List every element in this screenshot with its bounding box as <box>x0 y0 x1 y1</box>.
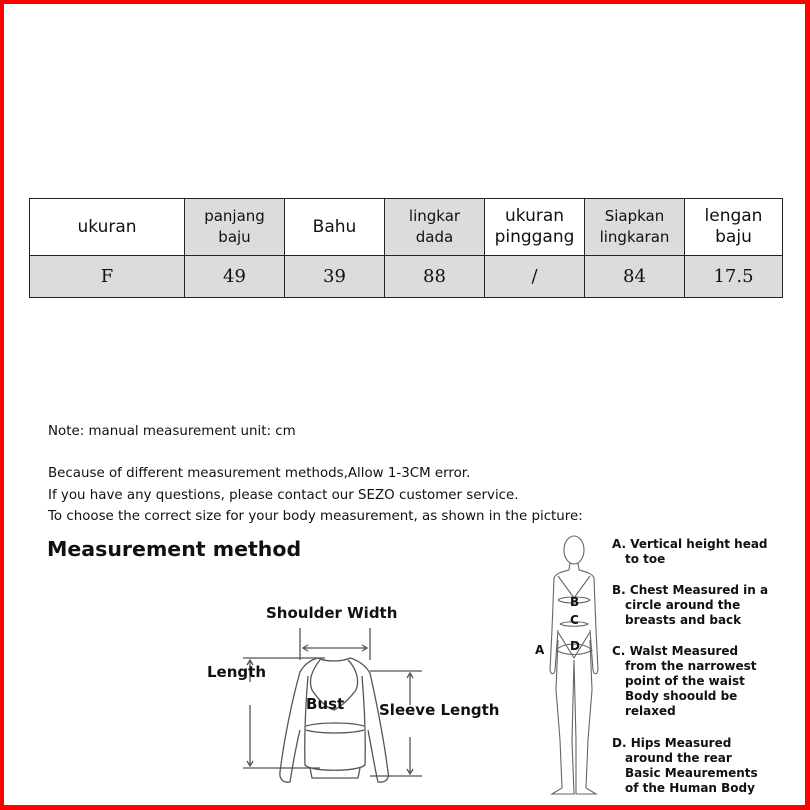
header-ukuran-pinggang: ukuran pinggang <box>485 199 585 256</box>
label-sleeve-length: Sleeve Length <box>379 701 500 719</box>
cell-lengan-baju: 17.5 <box>685 256 783 298</box>
legend-item-d: D. Hips Measured around the rear Basic Meaurements of the Human Body <box>612 736 758 795</box>
label-bust: Bust <box>306 695 345 713</box>
cell-size: F <box>30 256 185 298</box>
note-error: Because of different measurement methods,Allow 1-3CM error. <box>48 466 471 481</box>
size-table-row <box>30 256 783 298</box>
header-panjang-baju: panjang baju <box>185 199 285 256</box>
note-choose: To choose the correct size for your body measurement, as shown in the picture: <box>48 509 583 524</box>
header-ukuran: ukuran <box>30 199 185 256</box>
cell-lingkar-dada: 88 <box>385 256 485 298</box>
measurement-method-title: Measurement method <box>47 537 302 561</box>
legend-item-c: C. Walst Measured from the narrowest point of the waist Body shoould be relaxed <box>612 644 757 718</box>
cell-ukuran-pinggang: / <box>485 256 585 298</box>
header-lengan-baju: lengan baju <box>685 199 783 256</box>
size-table <box>29 198 783 298</box>
body-label-c: C <box>570 613 579 627</box>
legend-item-b: B. Chest Measured in a circle around the breasts and back <box>612 583 769 627</box>
cell-bahu: 39 <box>285 256 385 298</box>
header-lingkar-dada: lingkar dada <box>385 199 485 256</box>
body-label-a: A <box>535 643 545 657</box>
body-label-b: B <box>570 595 580 609</box>
body-label-d: D <box>570 639 580 653</box>
cell-panjang-baju: 49 <box>185 256 285 298</box>
human-body-figure <box>540 530 610 800</box>
header-bahu: Bahu <box>285 199 385 256</box>
note-unit: Note: manual measurement unit: cm <box>48 424 296 439</box>
cell-siapkan-lingkaran: 84 <box>585 256 685 298</box>
label-length: Length <box>207 663 266 681</box>
label-shoulder-width: Shoulder Width <box>266 604 398 622</box>
header-siapkan-lingkaran: Siapkan lingkaran <box>585 199 685 256</box>
legend-item-a: A. Vertical height head to toe <box>612 537 768 566</box>
size-table-header-row <box>30 199 783 256</box>
note-contact: If you have any questions, please contact our SEZO customer service. <box>48 488 519 503</box>
